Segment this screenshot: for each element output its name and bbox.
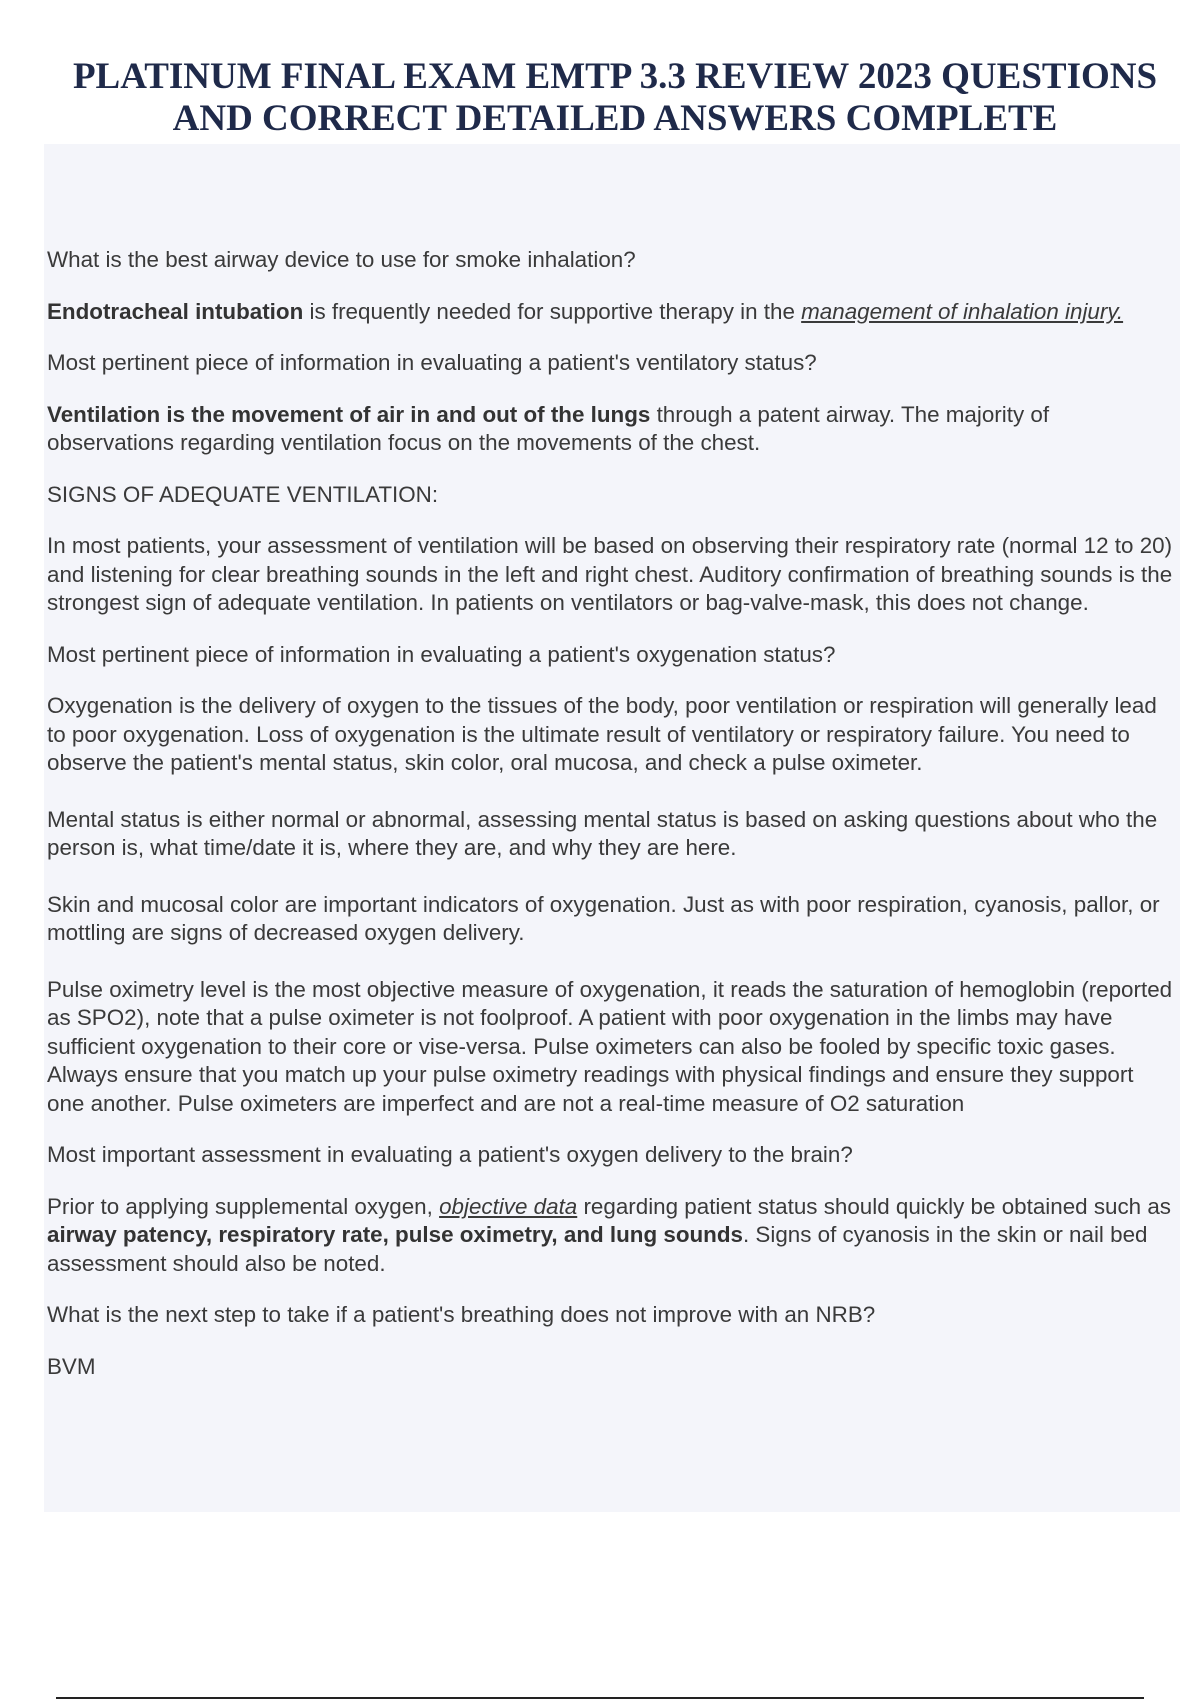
answer-5: BVM bbox=[47, 1353, 96, 1379]
answer-4-end: . Signs of cyanosis in the skin or nail bed assessment should also be noted. bbox=[47, 1222, 1148, 1276]
answer-2-detail: In most patients, your assessment of ventilation will be based on observing their respiratory rate (normal 12 to 20) and listening for clear breathing sounds in the left and right chest. Auditory confirmation of breathing sounds is the strongest sign of adequate ventilation. In patients on ventilators or bag-valve-mask, this does not change. bbox=[47, 533, 1173, 615]
answer-4-start: Prior to applying supplemental oxygen, bbox=[47, 1193, 440, 1219]
answer-4 bbox=[47, 1193, 1177, 1279]
answer-2-text: through a patent airway. The majority of observations regarding ventilation focus on the movements of the chest. bbox=[47, 401, 1050, 455]
page-title: PLATINUM FINAL EXAM EMTP 3.3 REVIEW 2023 QUESTIONS AND CORRECT DETAILED ANSWERS COMPLETE bbox=[72, 56, 1158, 139]
answer-4-mid: regarding patient status should quickly be obtained such as bbox=[577, 1193, 1171, 1219]
question-1: What is the best airway device to use for smoke inhalation? bbox=[47, 247, 636, 272]
answer-1-bold: Endotracheal intubation bbox=[47, 298, 304, 324]
question-5: What is the next step to take if a patient's breathing does not improve with an NRB? bbox=[47, 1302, 876, 1327]
question-4: Most important assessment in evaluating a patient's oxygen delivery to the brain? bbox=[47, 1142, 853, 1167]
answer-3-skin-color: Skin and mucosal color are important indicators of oxygenation. Just as with poor respiration, cyanosis, pallor, or mottling are signs of decreased oxygen delivery. bbox=[47, 891, 1160, 945]
answer-3-mental-status: Mental status is either normal or abnormal, assessing mental status is based on asking questions about who the person is, what time/date it is, where they are, and why they are here. bbox=[47, 806, 1158, 860]
answer-2 bbox=[47, 401, 1177, 458]
answer-2-heading: SIGNS OF ADEQUATE VENTILATION: bbox=[47, 481, 439, 507]
footer-divider bbox=[56, 1697, 1144, 1699]
answer-3-pulse-oximetry: Pulse oximetry level is the most objective measure of oxygenation, it reads the saturation of hemoglobin (reported as SPO2), note that a pulse oximeter is not foolproof. A patient with poor oxygenation in the limbs may have sufficient oxygenation to their core or vise-versa. Pulse oximeters can also be fooled by specific toxic gases. Always ensure that you match up your pulse oximetry readings with physical findings and ensure they support one another. Pulse oximeters are imperfect and are not a real-time measure of O2 saturation bbox=[47, 976, 1173, 1116]
answer-1-text: is frequently needed for supportive therapy in the bbox=[303, 298, 802, 324]
content-panel bbox=[44, 144, 1180, 1512]
answer-1 bbox=[47, 298, 1177, 327]
question-3: Most pertinent piece of information in evaluating a patient's oxygenation status? bbox=[47, 641, 836, 667]
answer-1-emphasis: management of inhalation injury. bbox=[801, 298, 1124, 324]
answer-4-bold: airway patency, respiratory rate, pulse oximetry, and lung sounds bbox=[47, 1222, 743, 1247]
qa-text-block bbox=[47, 246, 1177, 1404]
question-2: Most pertinent piece of information in evaluating a patient's ventilatory status? bbox=[47, 350, 817, 375]
answer-4-emphasis: objective data bbox=[439, 1193, 578, 1219]
answer-3-oxygenation: Oxygenation is the delivery of oxygen to the tissues of the body, poor ventilation or respiration will generally lead to poor oxygenation. Loss of oxygenation is the ultimate result of ventilatory or respiratory failure. You need to observe the patient's mental status, skin color, oral mucosa, and check a pulse oximeter. bbox=[47, 693, 1157, 775]
answer-2-bold: Ventilation is the movement of air in and out of the lungs bbox=[47, 401, 651, 427]
